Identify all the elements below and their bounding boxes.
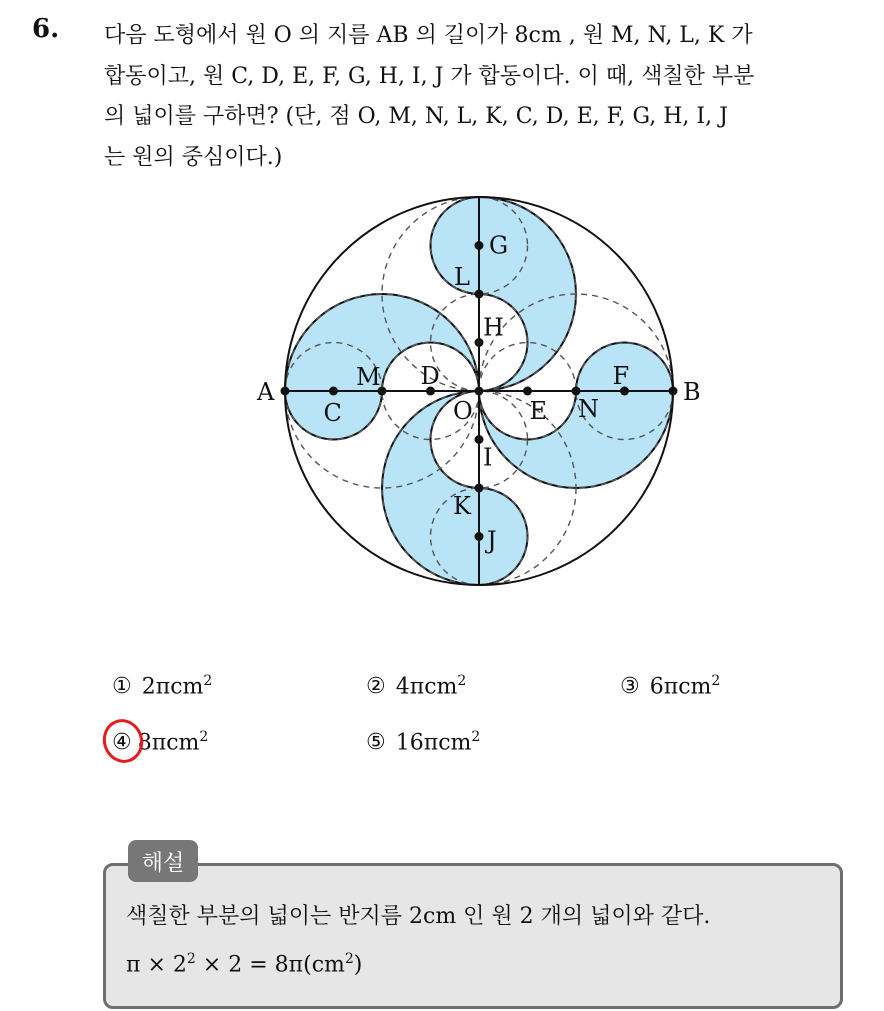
label-g: G [489, 231, 509, 260]
choice-2[interactable] [366, 673, 466, 699]
point-dot [329, 387, 338, 396]
question-line: 합동이고, 원 C, D, E, F, G, H, I, J 가 합동이다. 이 때, 색칠한 부분 [104, 63, 755, 89]
choice-text: 2πcm$^2$ [141, 673, 213, 700]
label-d: D [420, 362, 440, 390]
label-l: L [454, 263, 470, 291]
point-dot [475, 484, 484, 493]
answer-circle-mark [97, 714, 149, 768]
solution-line-2: $\pi \times 2^2 \times 2 = 8\pi(cm^2)$ [126, 951, 363, 978]
shaded-blade [479, 343, 673, 488]
choice-text: 8πcm$^2$ [137, 729, 209, 756]
point-dot [475, 387, 484, 396]
label-e: E [529, 397, 548, 425]
question-line: 다음 도형에서 원 O 의 지름 AB 의 길이가 8cm , 원 M, N, L, K 가 [104, 23, 753, 48]
question-text [104, 16, 864, 178]
geometry-figure [250, 190, 701, 590]
label-m: M [356, 363, 381, 391]
question-line: 의 넓이를 구하면? (단, 점 O, M, N, L, K, C, D, E, F, G, H, I, J [104, 104, 728, 129]
label-n: N [578, 395, 599, 423]
solution-text [126, 896, 710, 986]
label-j: J [487, 526, 497, 555]
choice-number: ⑤ [366, 730, 386, 756]
shaded-blade [431, 197, 576, 391]
choice-number: ② [366, 674, 386, 700]
label-a: A [257, 378, 275, 406]
choice-number: ① [112, 674, 132, 700]
question-number: 6. [32, 14, 60, 44]
choice-text: 16πcm$^2$ [395, 729, 481, 756]
choice-5[interactable] [366, 729, 480, 755]
point-dot [475, 241, 484, 250]
choice-text: 4πcm$^2$ [395, 673, 467, 700]
point-dot [475, 532, 484, 541]
label-i: I [483, 443, 493, 472]
point-dot [523, 387, 532, 396]
choice-number: ③ [620, 674, 640, 700]
label-f: F [612, 362, 630, 390]
solution-line-1: 색칠한 부분의 넓이는 반지름 2cm 인 원 2 개의 넓이와 같다. [126, 904, 711, 929]
point-dot [475, 290, 484, 299]
choice-3[interactable] [620, 673, 720, 699]
question-line: 는 원의 중심이다.) [104, 144, 283, 170]
choice-text: 6πcm$^2$ [649, 673, 721, 700]
label-c: C [323, 399, 342, 427]
solution-tag: 해설 [128, 840, 198, 882]
shaded-blade [285, 294, 479, 439]
choice-number: ④ [112, 730, 132, 756]
label-o: O [453, 397, 473, 425]
choice-1[interactable] [112, 673, 212, 699]
label-k: K [453, 492, 471, 520]
label-b: B [683, 378, 701, 406]
point-dot [281, 387, 290, 396]
point-dot [669, 387, 678, 396]
label-h: H [483, 313, 504, 342]
